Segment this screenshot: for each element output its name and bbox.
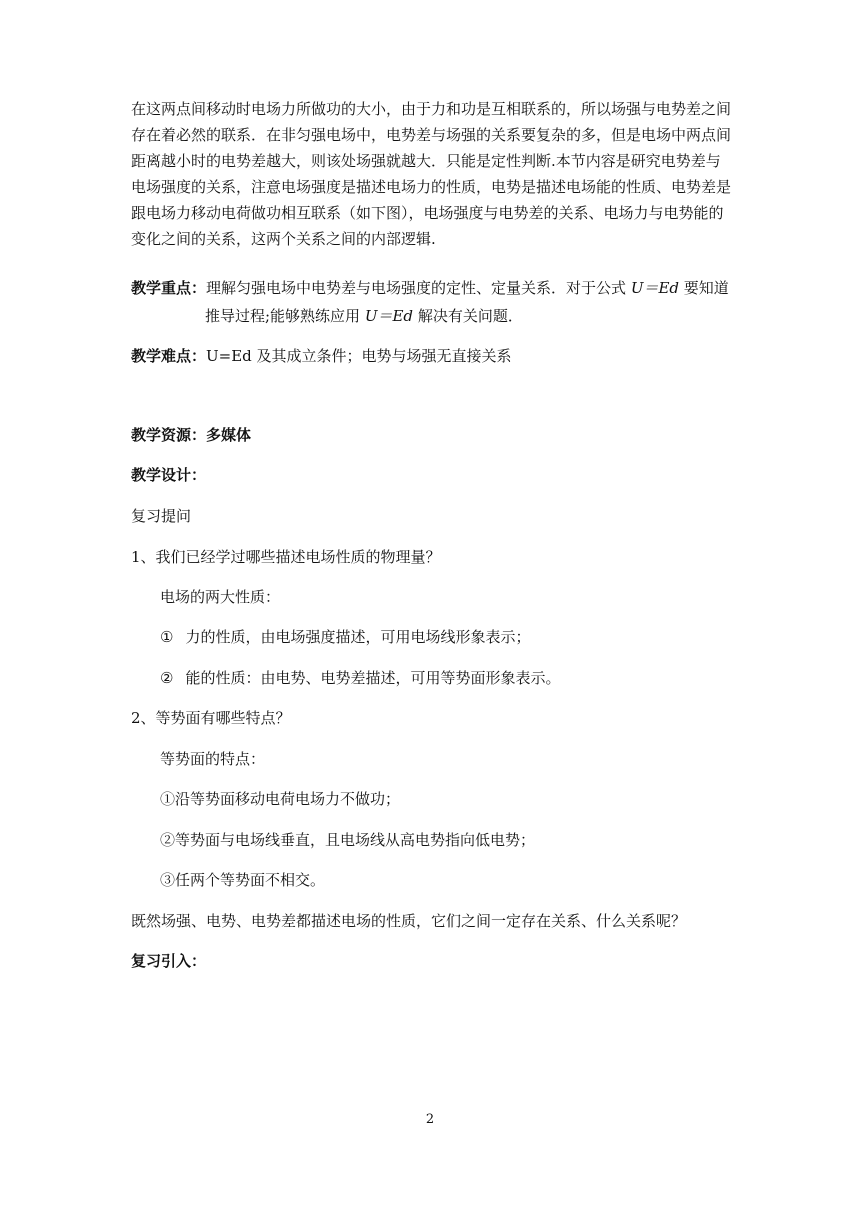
- intro-line: 电场强度的关系，注意电场强度是描述电场力的性质，电势是描述电场能的性质、电势差是: [131, 178, 732, 196]
- teaching-focus-text: 推导过程;能够熟练应用: [205, 307, 361, 325]
- question-2-intro: 等势面的特点：: [160, 750, 266, 768]
- teaching-difficulty-text: U=Ed 及其成立条件；电势与场强无直接关系: [206, 347, 512, 365]
- formula: U＝Ed: [364, 307, 414, 325]
- intro-line: 在这两点间移动时电场力所做功的大小，由于力和功是互相联系的，所以场强与电势差之间: [131, 100, 732, 118]
- teaching-focus-text: 解决有关问题．: [417, 307, 523, 325]
- page-number: 2: [425, 1112, 435, 1127]
- teaching-focus-text: 理解匀强电场中电势差与电场强度的定性、定量关系．对于公式: [206, 279, 627, 297]
- conclusion-question: 既然场强、电势、电势差都描述电场的性质，它们之间一定存在关系、什么关系呢？: [131, 912, 687, 930]
- list-marker: ②: [160, 669, 174, 687]
- formula: U＝Ed: [630, 279, 680, 297]
- list-marker: ①: [160, 628, 174, 646]
- question-1: 1、我们已经学过哪些描述电场性质的物理量？: [131, 548, 441, 566]
- intro-paragraph: [131, 96, 731, 252]
- intro-line: 变化之间的关系，这两个关系之间的内部逻辑.: [131, 230, 436, 248]
- teaching-focus-text: 要知道: [683, 279, 729, 297]
- teaching-difficulty-label: 教学难点：: [131, 347, 207, 365]
- teaching-focus: [131, 274, 736, 330]
- list-item-text: 力的性质，由电场强度描述，可用电场线形象表示；: [185, 628, 531, 646]
- intro-line: 跟电场力移动电荷做功相互联系（如下图），电场强度与电势差的关系、电场力与电势能的: [131, 204, 724, 222]
- list-item: [160, 667, 560, 688]
- list-item: [160, 626, 530, 647]
- list-item: ②等势面与电场线垂直，且电场线从高电势指向低电势；: [160, 831, 536, 849]
- list-item-text: 能的性质：由电势、电势差描述，可用等势面形象表示。: [185, 669, 561, 687]
- teaching-focus-label: 教学重点：: [131, 279, 207, 297]
- intro-line: 距离越小时的电势差越大，则该处场强就越大．只能是定性判断.本节内容是研究电势差与: [131, 152, 721, 170]
- review-intro-heading: 复习引入：: [131, 952, 207, 970]
- question-2: 2、等势面有哪些特点？: [131, 709, 291, 727]
- list-item: ①沿等势面移动电荷电场力不做功；: [160, 790, 401, 808]
- teaching-resources: 教学资源：多媒体: [131, 426, 252, 444]
- question-1-intro: 电场的两大性质：: [160, 588, 281, 606]
- list-item: ③任两个等势面不相交。: [160, 871, 326, 889]
- teaching-difficulty: [131, 345, 512, 366]
- intro-line: 存在着必然的联系．在非匀强电场中，电势差与场强的关系要复杂的多，但是电场中两点间: [131, 126, 732, 144]
- review-questions-heading: 复习提问: [131, 507, 192, 525]
- teaching-design-heading: 教学设计：: [131, 466, 207, 484]
